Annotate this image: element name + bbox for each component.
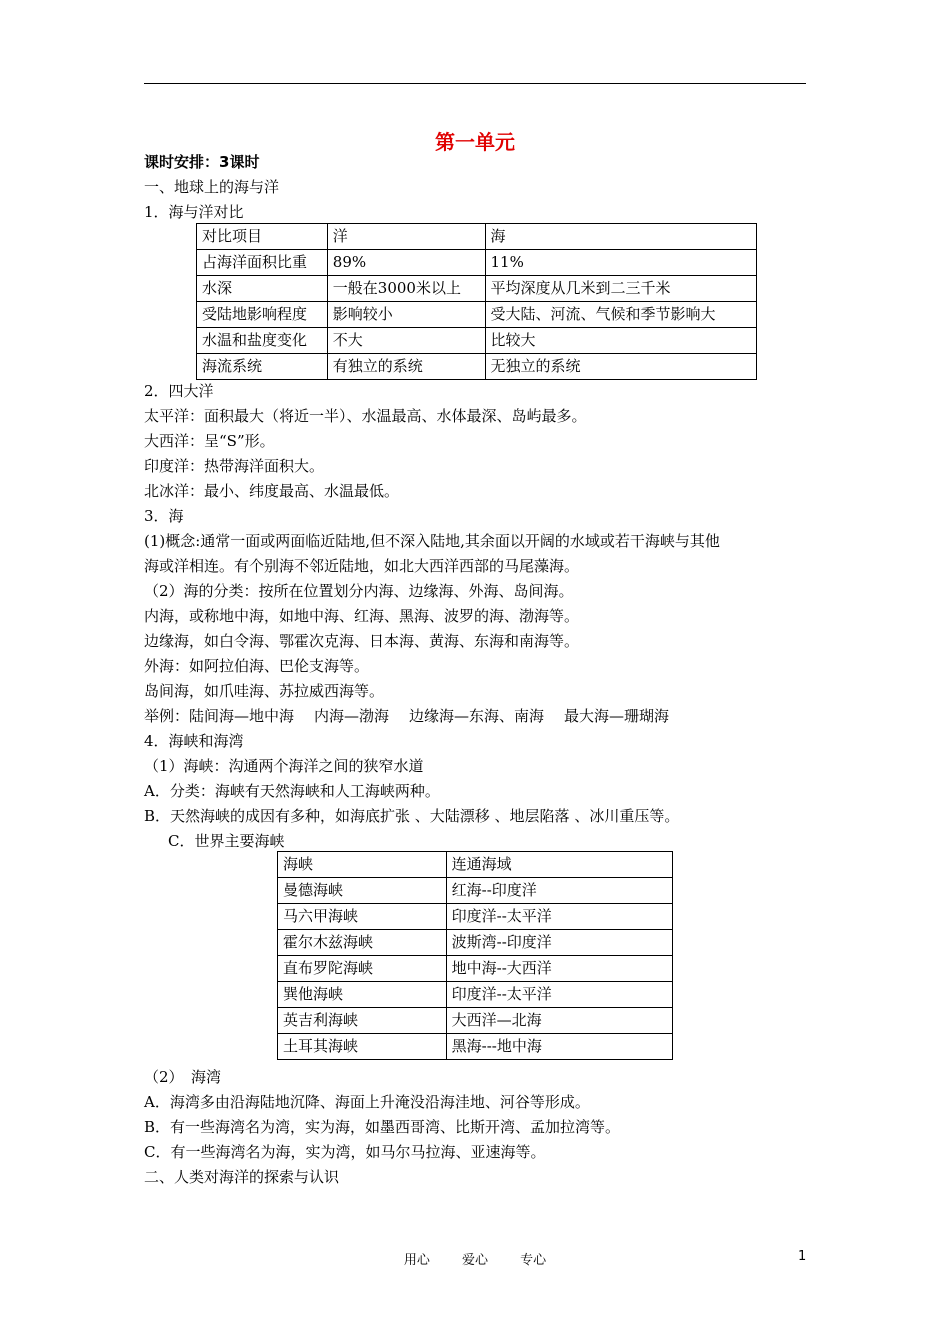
table-cell: 有独立的系统 [327,354,485,380]
footer-word-1: 用心 [403,1253,430,1268]
table-row [278,930,673,956]
table-cell: 巽他海峡 [278,982,447,1008]
strait-definition: （1）海峡：沟通两个海洋之间的狭窄水道 [144,757,424,775]
sea-inter-island: 岛间海，如爪哇海、苏拉威西海等。 [144,682,385,700]
table-row [278,956,673,982]
bay-line-a: A．海湾多由沿海陆地沉降、海面上升淹没沿海洼地、河谷等形成。 [144,1093,590,1111]
ocean-arctic: 北冰洋：最小、纬度最高、水温最低。 [144,482,400,500]
example-1: 举例：陆间海—地中海 [144,707,295,725]
sea-definition-line-1: (1)概念:通常一面或两面临近陆地,但不深入陆地,其余面以开阔的水域或若干海峡与其他 [144,532,720,550]
page-footer [0,1249,950,1268]
table-row [197,224,757,250]
table-cell: 海流系统 [197,354,328,380]
header-rule [144,83,806,84]
example-3: 边缘海—东海、南海 [409,707,545,725]
table-row [278,878,673,904]
strait-types: A．分类：海峡有天然海峡和人工海峡两种。 [144,782,440,800]
table-cell: 对比项目 [197,224,328,250]
bay-line-b: B．有一些海湾名为湾，实为海，如墨西哥湾、比斯开湾、孟加拉湾等。 [144,1118,621,1136]
example-2: 内海—渤海 [314,707,390,725]
sea-definition-line-2: 海或洋相连。有个别海不邻近陆地，如北大西洋西部的马尾藻海。 [144,557,580,575]
table-cell: 水深 [197,276,328,302]
table-row [197,302,757,328]
table-row [278,982,673,1008]
table-cell: 曼德海峡 [278,878,447,904]
section-heading-2: 二、人类对海洋的探索与认识 [144,1168,340,1186]
table-cell: 英吉利海峡 [278,1008,447,1034]
bay-line-c: C．有一些海湾名为海，实为湾，如马尔马拉海、亚速海等。 [144,1143,546,1161]
sea-classification: （2）海的分类：按所在位置划分内海、边缘海、外海、岛间海。 [144,582,574,600]
table-cell: 海峡 [278,852,447,878]
page-number: 1 [798,1249,807,1264]
sea-ocean-table [196,223,757,380]
table-row [197,276,757,302]
heading-straits-bays: 4．海峡和海湾 [144,732,244,750]
heading-sea: 3．海 [144,507,184,525]
table-cell: 水温和盐度变化 [197,328,328,354]
table-cell: 大西洋—北海 [446,1008,672,1034]
table-cell: 霍尔木兹海峡 [278,930,447,956]
table-row [197,354,757,380]
table-cell: 占海洋面积比重 [197,250,328,276]
table-row [197,250,757,276]
table-cell: 一般在3000米以上 [327,276,485,302]
schedule: 课时安排：3课时 [144,153,260,171]
footer-word-3: 专心 [520,1253,547,1268]
table-cell: 印度洋--太平洋 [446,904,672,930]
table-cell: 不大 [327,328,485,354]
straits-table [277,851,673,1060]
table-cell: 无独立的系统 [485,354,757,380]
footer-word-2: 爱心 [461,1253,488,1268]
table-row [278,1034,673,1060]
table-row [278,1008,673,1034]
example-4: 最大海—珊瑚海 [564,707,670,725]
section-heading-1: 一、地球上的海与洋 [144,178,280,196]
table-cell: 影响较小 [327,302,485,328]
strait-main-heading: C．世界主要海峡 [168,832,285,850]
table-cell: 11% [485,250,757,276]
ocean-pacific: 太平洋：面积最大（将近一半）、水温最高、水体最深、岛屿最多。 [144,407,587,425]
table-cell: 受大陆、河流、气候和季节影响大 [485,302,757,328]
sea-marginal: 边缘海，如白令海、鄂霍次克海、日本海、黄海、东海和南海等。 [144,632,580,650]
table-cell: 海 [485,224,757,250]
ocean-atlantic: 大西洋：呈“S”形。 [144,432,275,450]
examples-line [144,706,669,726]
bay-heading: （2） 海湾 [144,1068,222,1086]
table-cell: 黑海---地中海 [446,1034,672,1060]
ocean-indian: 印度洋：热带海洋面积大。 [144,457,325,475]
table-cell: 受陆地影响程度 [197,302,328,328]
sea-inland: 内海，或称地中海，如地中海、红海、黑海、波罗的海、渤海等。 [144,607,580,625]
heading-sea-vs-ocean: 1．海与洋对比 [144,203,244,221]
table-row [197,328,757,354]
table-row [278,852,673,878]
table-cell: 平均深度从几米到二三千米 [485,276,757,302]
table-row [278,904,673,930]
table-cell: 连通海域 [446,852,672,878]
table-cell: 地中海--大西洋 [446,956,672,982]
table-cell: 波斯湾--印度洋 [446,930,672,956]
table-cell: 比较大 [485,328,757,354]
page-title: 第一单元 [435,130,515,154]
table-cell: 土耳其海峡 [278,1034,447,1060]
table-cell: 直布罗陀海峡 [278,956,447,982]
sea-outer: 外海：如阿拉伯海、巴伦支海等。 [144,657,370,675]
table-cell: 马六甲海峡 [278,904,447,930]
table-cell: 89% [327,250,485,276]
table-cell: 印度洋--太平洋 [446,982,672,1008]
strait-causes: B．天然海峡的成因有多种，如海底扩张 、大陆漂移 、地层陷落 、冰川重压等。 [144,807,680,825]
table-cell: 红海--印度洋 [446,878,672,904]
table-cell: 洋 [327,224,485,250]
heading-four-oceans: 2．四大洋 [144,382,214,400]
